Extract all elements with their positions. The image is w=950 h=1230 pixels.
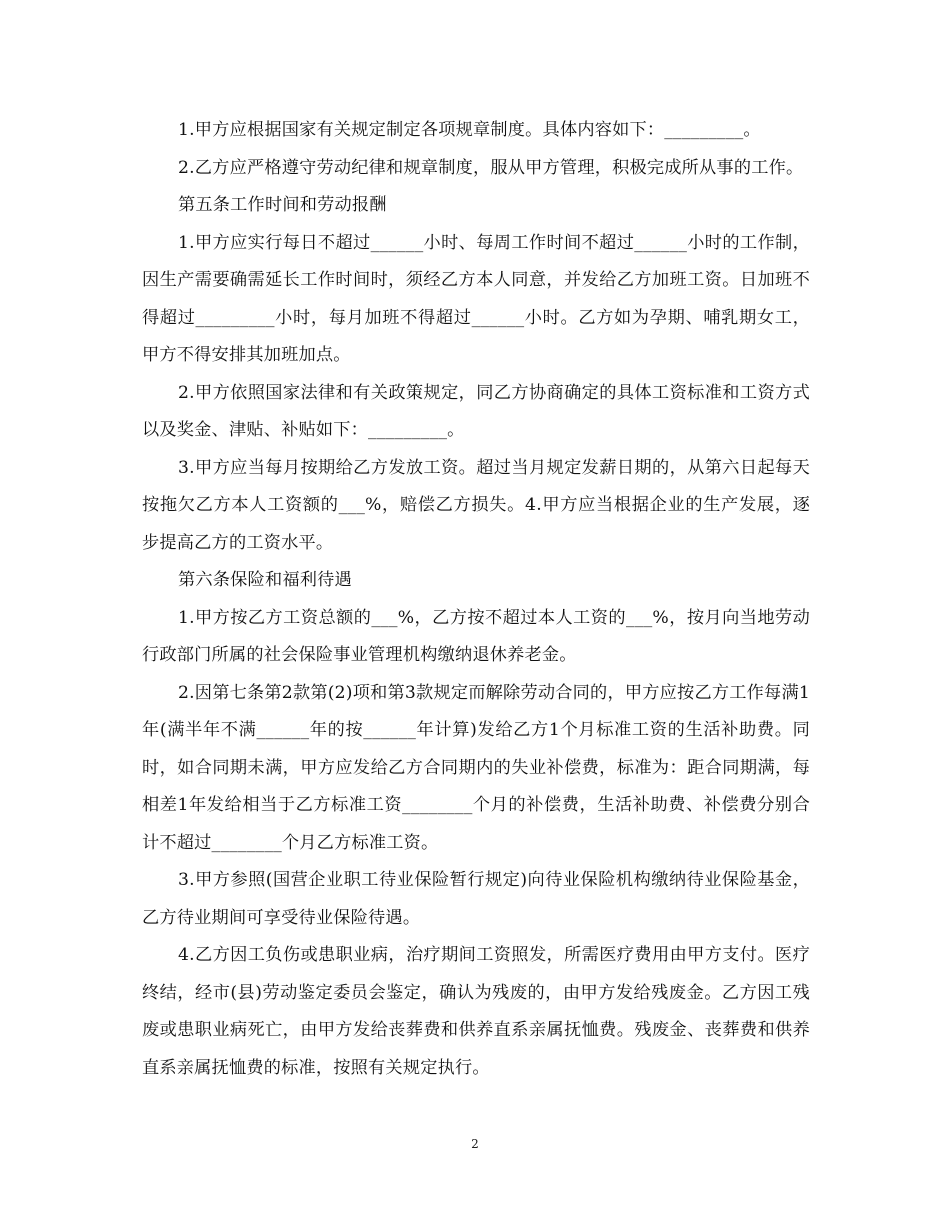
section-heading-article-5: 第五条工作时间和劳动报酬 [178,195,387,215]
paragraph-rules-clause-1: 1.甲方应根据国家有关规定制定各项规章制度。具体内容如下：_________。 [178,120,761,140]
paragraph-living-subsidy: 2.因第七条第2款第(2)项和第3款规定而解除劳动合同的，甲方应按乙方工作每满1年(满半年不满______年的按______年计算)发给乙方1个月标准工资的生活补助费。同时，如合同期未满，甲方应发给乙方合同期内的失业补偿费，标准为：距合同期满，每相差1年发给相当于乙方标准工资________个月的补偿费，生活补助费、补偿费分别合计不超过________个月乙方标准工资。 [142,682,810,853]
page-number: 2 [471,1137,479,1151]
section-heading-article-6: 第六条保险和福利待遇 [178,570,352,590]
paragraph-rules-clause-2: 2.乙方应严格遵守劳动纪律和规章制度，服从甲方管理，积极完成所从事的工作。 [178,157,804,178]
paragraph-wage-payment: 3.甲方应当每月按期给乙方发放工资。超过当月规定发薪日期的，从第六日起每天按拖欠乙方本人工资额的___%，赔偿乙方损失。4.甲方应当根据企业的生产发展，逐步提高乙方的工资水平。 [142,457,810,553]
document-body [142,112,810,1087]
paragraph-working-hours: 1.甲方应实行每日不超过______小时、每周工作时间不超过______小时的工作制，因生产需要确需延长工作时间时，须经乙方本人同意，并发给乙方加班工资。日加班不得超过_________小时，每月加班不得超过______小时。乙方如为孕期、哺乳期女工，甲方不得安排其加班加点。 [142,232,810,365]
paragraph-unemployment-insurance: 3.甲方参照(国营企业职工待业保险暂行规定)向待业保险机构缴纳待业保险基金，乙方待业期间可享受待业保险待遇。 [142,870,810,928]
paragraph-pension: 1.甲方按乙方工资总额的___%，乙方按不超过本人工资的___%，按月向当地劳动行政部门所属的社会保险事业管理机构缴纳退休养老金。 [142,607,810,665]
paragraph-wage-standard: 2.甲方依照国家法律和有关政策规定，同乙方协商确定的具体工资标准和工资方式以及奖金、津贴、补贴如下：_________。 [142,382,810,440]
paragraph-work-injury: 4.乙方因工负伤或患职业病，治疗期间工资照发，所需医疗费用由甲方支付。医疗终结，经市(县)劳动鉴定委员会鉴定，确认为残废的，由甲方发给残废金。乙方因工残废或患职业病死亡，由甲方发给丧葬费和供养直系亲属抚恤费。残废金、丧葬费和供养直系亲属抚恤费的标准，按照有关规定执行。 [142,945,810,1078]
